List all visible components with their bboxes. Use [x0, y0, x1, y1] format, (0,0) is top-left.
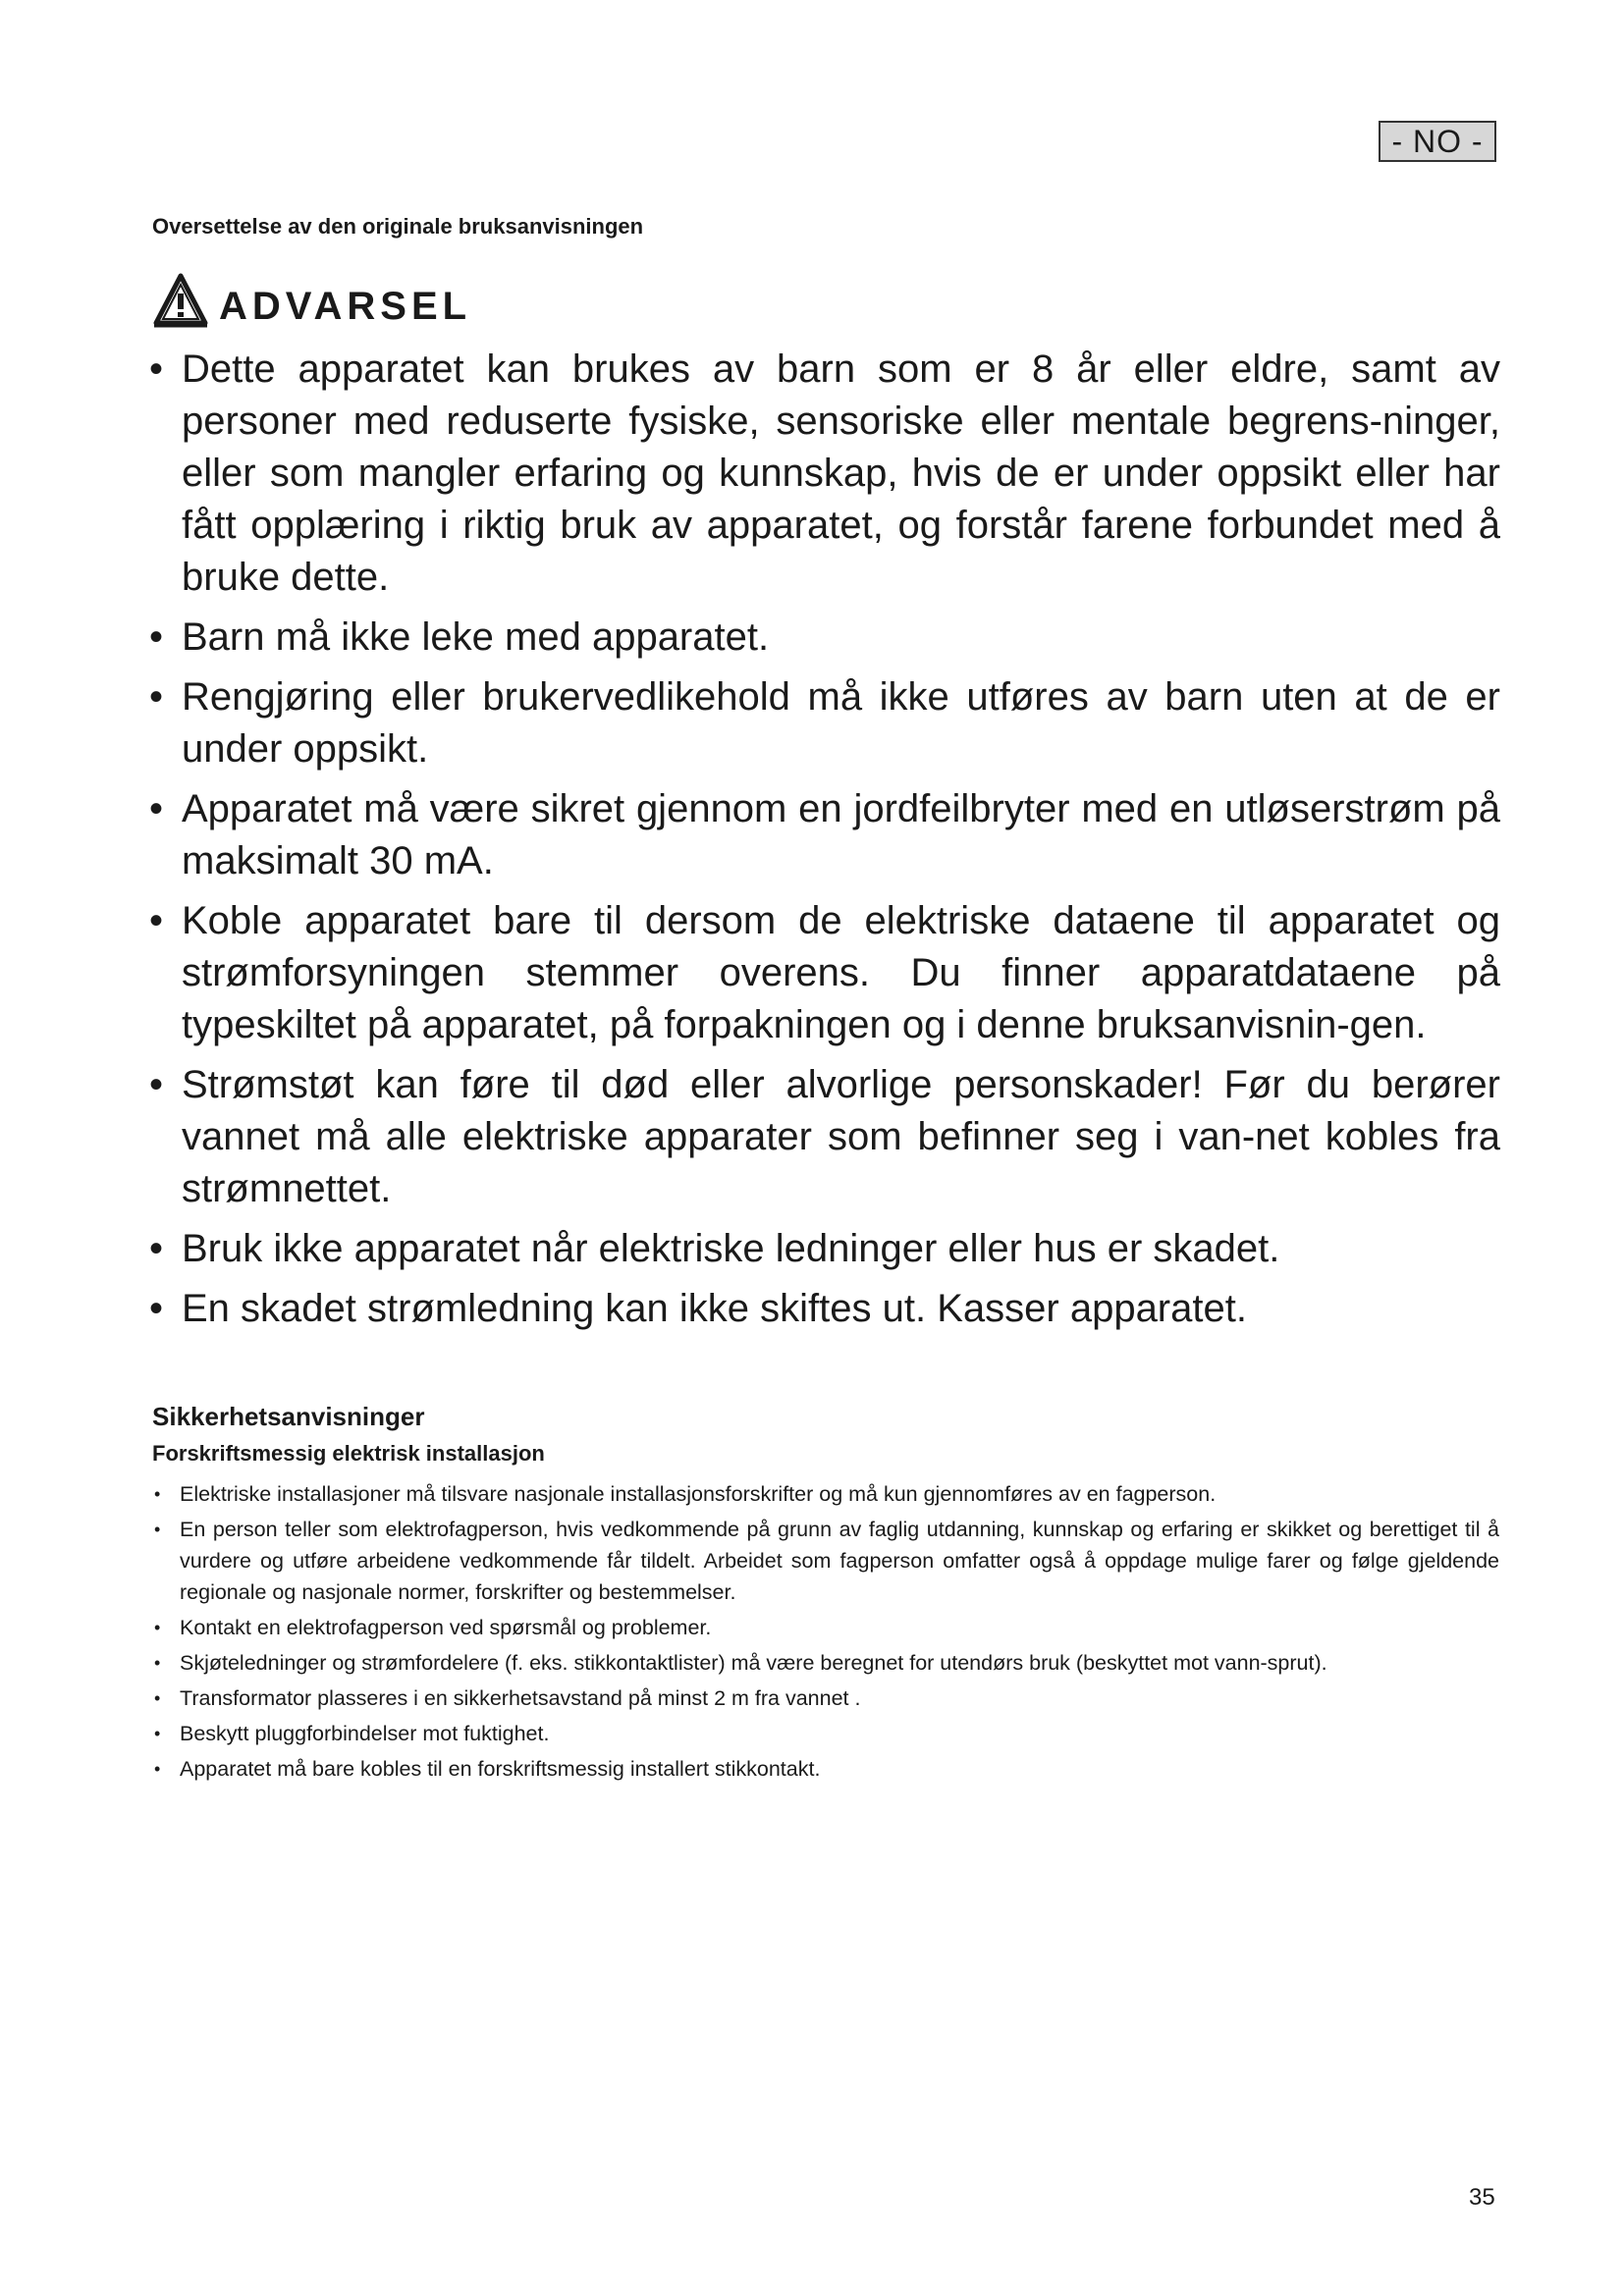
warning-list [149, 344, 1500, 1343]
safety-item: • En person teller som elektrofagperson, hvis vedkommende på grunn av faglig utdanning, kunnskap og erfaring er skikket og berettiget til å vurdere og utføre arbeidene vedkommende får tildelt. Arbeidet som fagperson omfatter også å oppdage mulige farer og følge gjeldende regionale og nasjonale normer, forskrifter og bestemmelser. [152, 1514, 1499, 1608]
warning-item: • Bruk ikke apparatet når elektriske ledninger eller hus er skadet. [149, 1223, 1500, 1275]
warning-title: ADVARSEL [219, 285, 472, 328]
safety-section-title: Sikkerhetsanvisninger [152, 1402, 425, 1431]
warning-item: • Rengjøring eller brukervedlikehold må ikke utføres av barn uten at de er under oppsikt. [149, 671, 1500, 775]
safety-item: • Elektriske installasjoner må tilsvare nasjonale installasjonsforskrifter og må kun gjennomføres av en fagperson. [152, 1478, 1499, 1510]
safety-subsection-title: Forskriftsmessig elektrisk installasjon [152, 1441, 545, 1466]
language-badge: - NO - [1379, 121, 1496, 162]
safety-item: • Transformator plasseres i en sikkerhetsavstand på minst 2 m fra vannet . [152, 1682, 1499, 1714]
safety-list [152, 1478, 1499, 1789]
safety-item: • Beskytt pluggforbindelser mot fuktighet. [152, 1718, 1499, 1749]
warning-item: • Dette apparatet kan brukes av barn som er 8 år eller eldre, samt av personer med reduserte fysiske, sensoriske eller mentale begrens-ninger, eller som mangler erfaring og kunnskap, hvis de er under oppsikt eller har fått opplæring i riktig bruk av apparatet, og forstår farene forbundet med å bruke dette. [149, 344, 1500, 604]
warning-item: • Koble apparatet bare til dersom de elektriske dataene til apparatet og strømforsyningen stemmer overens. Du finner apparatdataene på typeskiltet på apparatet, på forpakningen og i denne bruksanvisnin-gen. [149, 895, 1500, 1051]
warning-item: • Barn må ikke leke med apparatet. [149, 612, 1500, 664]
document-subtitle: Oversettelse av den originale bruksanvisningen [152, 214, 644, 239]
warning-item: • En skadet strømledning kan ikke skiftes ut. Kasser apparatet. [149, 1283, 1500, 1335]
warning-item: • Strømstøt kan føre til død eller alvorlige personskader! Før du berører vannet må alle elektriske apparater som befinner seg i van-net kobles fra strømnettet. [149, 1059, 1500, 1215]
safety-item: • Kontakt en elektrofagperson ved spørsmål og problemer. [152, 1612, 1499, 1643]
warning-triangle-icon [152, 272, 209, 329]
warning-heading [152, 271, 471, 329]
safety-item: • Apparatet må bare kobles til en forskriftsmessig installert stikkontakt. [152, 1753, 1499, 1785]
safety-item: • Skjøteledninger og strømfordelere (f. eks. stikkontaktlister) må være beregnet for utendørs bruk (beskyttet mot vann-sprut). [152, 1647, 1499, 1679]
warning-item: • Apparatet må være sikret gjennom en jordfeilbryter med en utløserstrøm på maksimalt 30 mA. [149, 783, 1500, 887]
page-number: 35 [1469, 2184, 1495, 2211]
